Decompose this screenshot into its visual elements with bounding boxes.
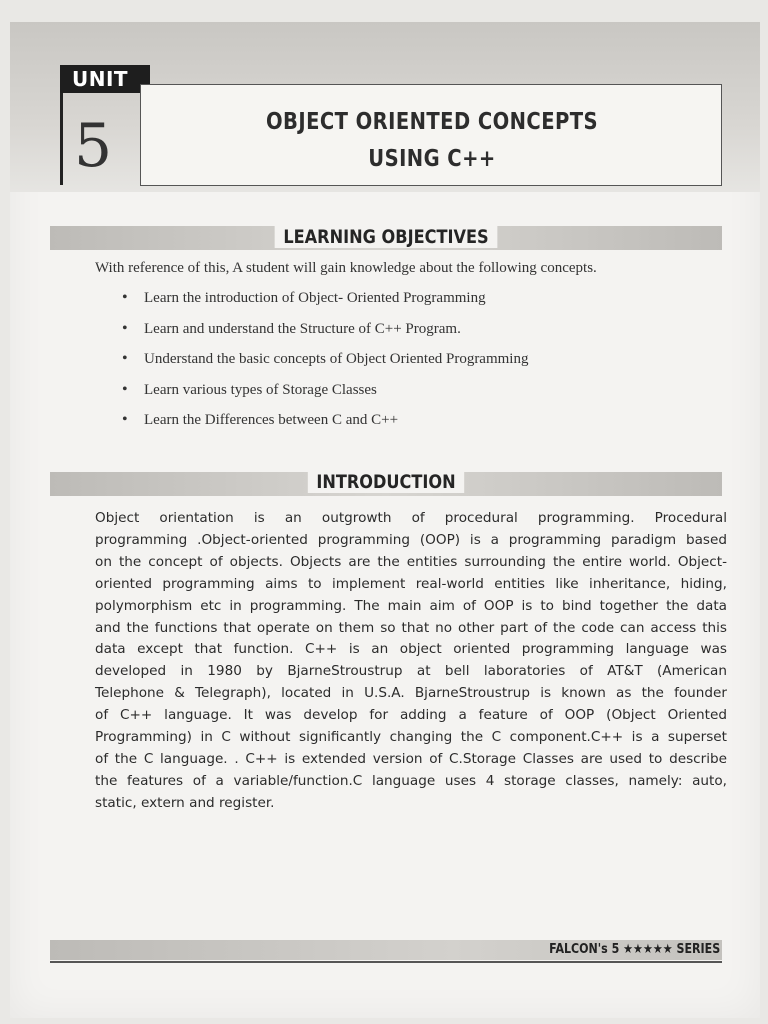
chapter-title-line-2: USING C++ xyxy=(368,146,496,172)
chapter-title-line-1: OBJECT ORIENTED CONCEPTS xyxy=(265,109,599,135)
paragraph-line: Object orientation is an outgrowth of procedural programming. Procedural xyxy=(95,510,727,526)
footer-divider xyxy=(50,961,722,963)
paragraph-line: and the functions that operate on them so that no other part of the code can access this xyxy=(95,619,727,636)
unit-number: 5 xyxy=(74,111,113,181)
learning-objectives-heading: LEARNING OBJECTIVES xyxy=(100,226,671,248)
paragraph-line: static, extern and register. xyxy=(95,794,275,811)
paragraph-line: data except that function. C++ is an object oriented programming language was xyxy=(95,641,727,658)
list-item: • Learn and understand the Structure of C++ Program. xyxy=(120,321,528,352)
objectives-list xyxy=(120,290,528,443)
list-item: • Learn the Differences between C and C++ xyxy=(120,412,528,443)
introduction-heading: INTRODUCTION xyxy=(100,471,671,493)
series-footer: FALCON's 5 ★★★★★ SERIES xyxy=(549,942,720,957)
paragraph-line: Telephone & Telegraph), located in U.S.A. BjarneStroustrup is known as the founder xyxy=(95,685,727,702)
list-item: • Understand the basic concepts of Object Oriented Programming xyxy=(120,351,528,382)
objectives-intro: With reference of this, A student will gain knowledge about the following concepts. xyxy=(95,260,597,276)
paragraph-line: developed in 1980 by BjarneStroustrup at bell laboratories of AT&T (American xyxy=(95,663,727,680)
paragraph-line: of C++ language. It was develop for adding a feature of OOP (Object Oriented xyxy=(95,707,727,724)
introduction-paragraph xyxy=(95,508,727,815)
list-item: • Learn various types of Storage Classes xyxy=(120,382,528,413)
unit-label: UNIT xyxy=(60,65,150,93)
chapter-title-box xyxy=(140,84,722,186)
paragraph-line: oriented programming aims to implement real-world entities like inheritance, hiding, xyxy=(95,575,727,592)
paragraph-line: of the C language. . C++ is extended version of C.Storage Classes are used to describe xyxy=(95,750,727,767)
paragraph-line: on the concept of objects. Objects are the entities surrounding the entire world. Object- xyxy=(95,553,727,570)
paragraph-line: polymorphism etc in programming. The main aim of OOP is to bind together the data xyxy=(95,597,727,614)
paragraph-line: Programming) in C without significantly changing the C component.C++ is a superset xyxy=(95,729,727,746)
list-item: • Learn the introduction of Object- Oriented Programming xyxy=(120,290,528,321)
paragraph-line: the features of a variable/function.C language uses 4 storage classes, namely: auto, xyxy=(95,772,727,789)
paragraph-line: programming .Object-oriented programming (OOP) is a programming paradigm based xyxy=(95,531,727,548)
